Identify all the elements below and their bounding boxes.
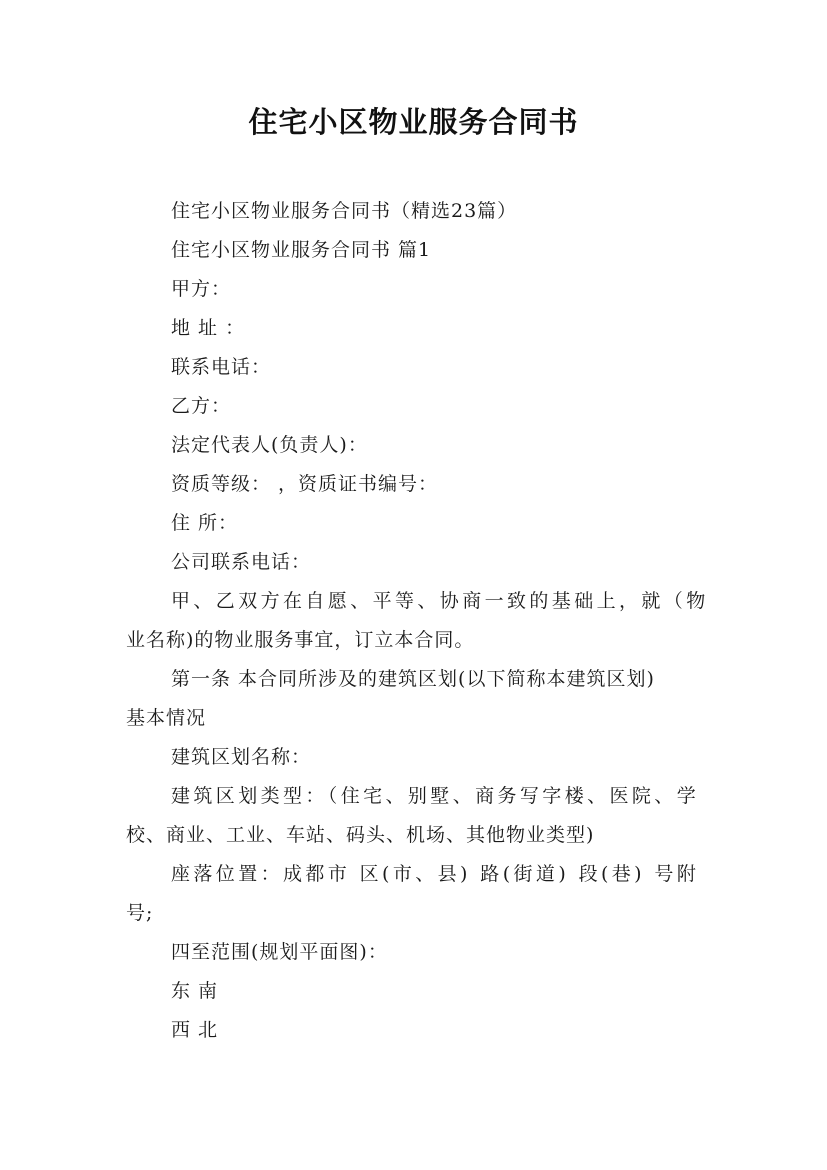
- text-line-east-south: 东 南: [171, 980, 219, 1002]
- text-line-legal-rep: 法定代表人(负责人)：: [171, 434, 368, 456]
- text-line-preamble-1: 甲、乙双方在自愿、平等、协商一致的基础上，就（物: [171, 590, 709, 612]
- text-line-west-north: 西 北: [171, 1019, 219, 1041]
- text-line-residence: 住 所：: [171, 512, 239, 534]
- text-line-company-phone: 公司联系电话：: [171, 551, 312, 573]
- text-line-zone-type-1: 建筑区划类型：（住宅、别墅、商务写字楼、医院、学: [171, 785, 700, 807]
- text-line-address: 地 址 ：: [171, 317, 246, 339]
- text-line-boundaries: 四至范围(规划平面图)：: [171, 941, 388, 963]
- text-line-party-a: 甲方：: [171, 278, 232, 300]
- text-line-preamble-2: 业名称)的物业服务事宜，订立本合同。: [126, 629, 475, 651]
- text-line-article-1-cont: 基本情况: [126, 707, 207, 729]
- text-line-qualification: 资质等级： ，资质证书编号：: [171, 473, 439, 495]
- document-title: 住宅小区物业服务合同书: [248, 105, 579, 139]
- text-line-location-2: 号;: [126, 902, 154, 924]
- text-line-phone: 联系电话：: [171, 356, 272, 378]
- text-line-article-1: 第一条 本合同所涉及的建筑区划(以下简称本建筑区划): [171, 668, 655, 690]
- text-line-zone-type-2: 校、商业、工业、车站、码头、机场、其他物业类型): [126, 824, 595, 846]
- text-line-section-heading: 住宅小区物业服务合同书 篇1: [171, 239, 432, 261]
- text-line-zone-name: 建筑区划名称：: [171, 746, 312, 768]
- text-line-party-b: 乙方：: [171, 395, 232, 417]
- text-line-location-1: 座落位置：成都市 区(市、县) 路(街道) 段(巷) 号附: [171, 863, 700, 885]
- text-line-subtitle: 住宅小区物业服务合同书（精选23篇）: [171, 200, 518, 222]
